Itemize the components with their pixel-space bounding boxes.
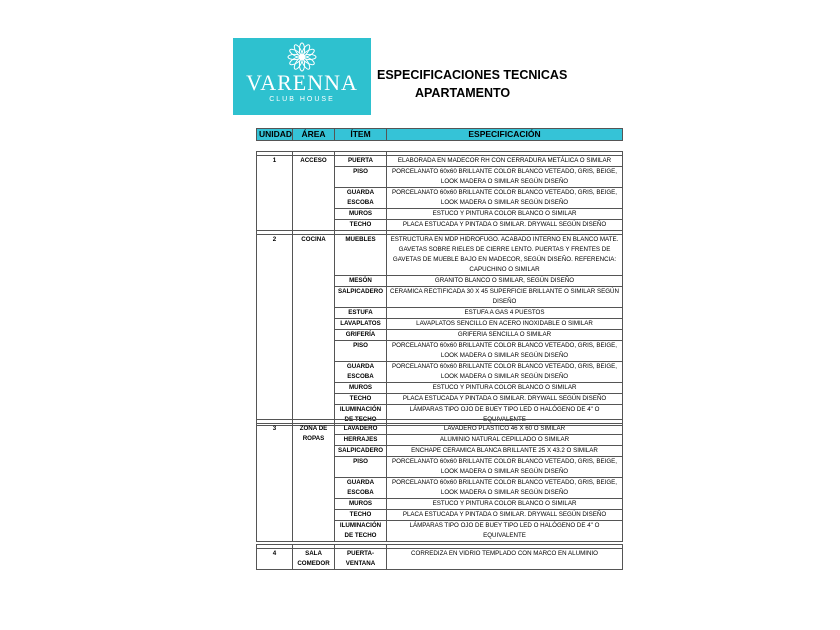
item-cell: PISO [335,341,387,362]
spec-cell: PORCELANATO 60x60 BRILLANTE COLOR BLANCO VETEADO, GRIS, BEIGE, LOOK MADERA O SIMILAR SEGÚN DISEÑO [387,341,623,362]
flower-emblem-icon [287,42,317,72]
varenna-logo [233,38,371,115]
table-row [257,235,623,276]
item-cell: MUROS [335,499,387,510]
table-row [257,549,623,570]
spec-cell: PLACA ESTUCADA Y PINTADA O SIMILAR. DRYWALL SEGÚN DISEÑO [387,510,623,521]
item-cell: SALPICADERO [335,446,387,457]
item-cell: MUEBLES [335,235,387,276]
unidad-cell: 4 [257,549,293,570]
spec-cell: PORCELANATO 60x60 BRILLANTE COLOR BLANCO VETEADO, GRIS, BEIGE, LOOK MADERA O SIMILAR SEGÚN DISEÑO [387,188,623,209]
spec-group-table [256,151,623,231]
item-cell: PISO [335,457,387,478]
area-cell: COCINA [293,235,335,426]
header-especificacion: ESPECIFICACIÓN [387,129,623,141]
spec-cell: LÁMPARAS TIPO OJO DE BUEY TIPO LED O HALÓGENO DE 4" O EQUIVALENTE [387,405,623,426]
spec-cell: ESTUCO Y PINTURA COLOR BLANCO O SIMILAR [387,209,623,220]
spec-cell: CORREDIZA EN VIDRIO TEMPLADO CON MARCO EN ALUMINIO [387,549,623,570]
area-cell: ACCESO [293,156,335,231]
spec-cell: ESTUCO Y PINTURA COLOR BLANCO O SIMILAR [387,499,623,510]
unidad-cell: 3 [257,424,293,542]
spec-table-header [256,128,623,141]
header-area: ÁREA [293,129,335,141]
spec-cell: CERAMICA RECTIFICADA 30 X 45 SUPERFICIE BRILLANTE O SIMILAR SEGÚN DISEÑO [387,287,623,308]
spec-cell: PORCELANATO 60x60 BRILLANTE COLOR BLANCO VETEADO, GRIS, BEIGE, LOOK MADERA O SIMILAR SEGÚN DISEÑO [387,167,623,188]
table-row [257,156,623,167]
item-cell: PISO [335,167,387,188]
area-cell: SALA COMEDOR [293,549,335,570]
area-cell: ZONA DE ROPAS [293,424,335,542]
spec-cell: GRIFERIA SENCILLA O SIMILAR [387,330,623,341]
spec-group-table [256,419,623,542]
header-item: ÍTEM [335,129,387,141]
spec-group-table [256,230,623,426]
item-cell: GUARDA ESCOBA [335,188,387,209]
item-cell: PUERTA [335,156,387,167]
spec-cell: PORCELANATO 60x60 BRILLANTE COLOR BLANCO VETEADO, GRIS, BEIGE, LOOK MADERA O SIMILAR SEGÚN DISEÑO [387,478,623,499]
item-cell: MUROS [335,209,387,220]
spec-cell: LAVADERO PLASTICO 46 X 60 O SIMILAR [387,424,623,435]
item-cell: ILUMINACIÓN DE TECHO [335,521,387,542]
item-cell: LAVAPLATOS [335,319,387,330]
spec-cell: PORCELANATO 60x60 BRILLANTE COLOR BLANCO VETEADO, GRIS, BEIGE, LOOK MADERA O SIMILAR SEGÚN DISEÑO [387,457,623,478]
spec-cell: ELABORADA EN MADECOR RH CON CERRADURA METÁLICA O SIMILAR [387,156,623,167]
spec-cell: ESTUCO Y PINTURA COLOR BLANCO O SIMILAR [387,383,623,394]
spec-cell: PORCELANATO 60x60 BRILLANTE COLOR BLANCO VETEADO, GRIS, BEIGE, LOOK MADERA O SIMILAR SEGÚN DISEÑO [387,362,623,383]
document-subtitle: APARTAMENTO [415,86,511,100]
item-cell: MUROS [335,383,387,394]
spec-group-table [256,544,623,570]
item-cell: SALPICADERO [335,287,387,308]
spec-cell: LÁMPARAS TIPO OJO DE BUEY TIPO LED O HALÓGENO DE 4" O EQUIVALENTE [387,521,623,542]
spec-cell: ESTUFA A GAS 4 PUESTOS [387,308,623,319]
table-row [257,424,623,435]
header-unidad: UNIDAD [257,129,293,141]
item-cell: PUERTA-VENTANA [335,549,387,570]
spec-cell: PLACA ESTUCADA Y PINTADA O SIMILAR. DRYWALL SEGÚN DISEÑO [387,220,623,231]
item-cell: ESTUFA [335,308,387,319]
spec-cell: ESTRUCTURA EN MDP HIDROFUGO. ACABADO INTERNO EN BLANCO MATE. GAVETAS SOBRE RIELES DE CIERRE LENTO. PUERTAS Y FRENTES DE GAVETAS DE MUEBLE BAJO EN MADECOR, SEGÚN DISEÑO. REFERENCIA: CAPUCHINO O SIMILAR [387,235,623,276]
logo-brand-text: VARENNA [246,70,358,95]
item-cell: LAVADERO [335,424,387,435]
unidad-cell: 1 [257,156,293,231]
document-title: ESPECIFICACIONES TECNICAS [377,68,568,82]
spec-cell: ENCHAPE CERAMICA BLANCA BRILLANTE 25 X 43.2 O SIMILAR [387,446,623,457]
item-cell: ILUMINACIÓN DE TECHO [335,405,387,426]
item-cell: TECHO [335,394,387,405]
spec-cell: PLACA ESTUCADA Y PINTADA O SIMILAR. DRYWALL SEGÚN DISEÑO [387,394,623,405]
item-cell: GUARDA ESCOBA [335,362,387,383]
logo-tagline: CLUB HOUSE [269,96,335,103]
item-cell: MESÓN [335,276,387,287]
item-cell: TECHO [335,220,387,231]
item-cell: GRIFERÍA [335,330,387,341]
item-cell: HERRAJES [335,435,387,446]
unidad-cell: 2 [257,235,293,426]
spec-cell: LAVAPLATOS SENCILLO EN ACERO INOXIDABLE O SIMILAR [387,319,623,330]
item-cell: GUARDA ESCOBA [335,478,387,499]
spec-cell: GRANITO BLANCO O SIMILAR, SEGÚN DISEÑO [387,276,623,287]
spec-cell: ALUMINIO NATURAL CEPILLADO O SIMILAR [387,435,623,446]
item-cell: TECHO [335,510,387,521]
